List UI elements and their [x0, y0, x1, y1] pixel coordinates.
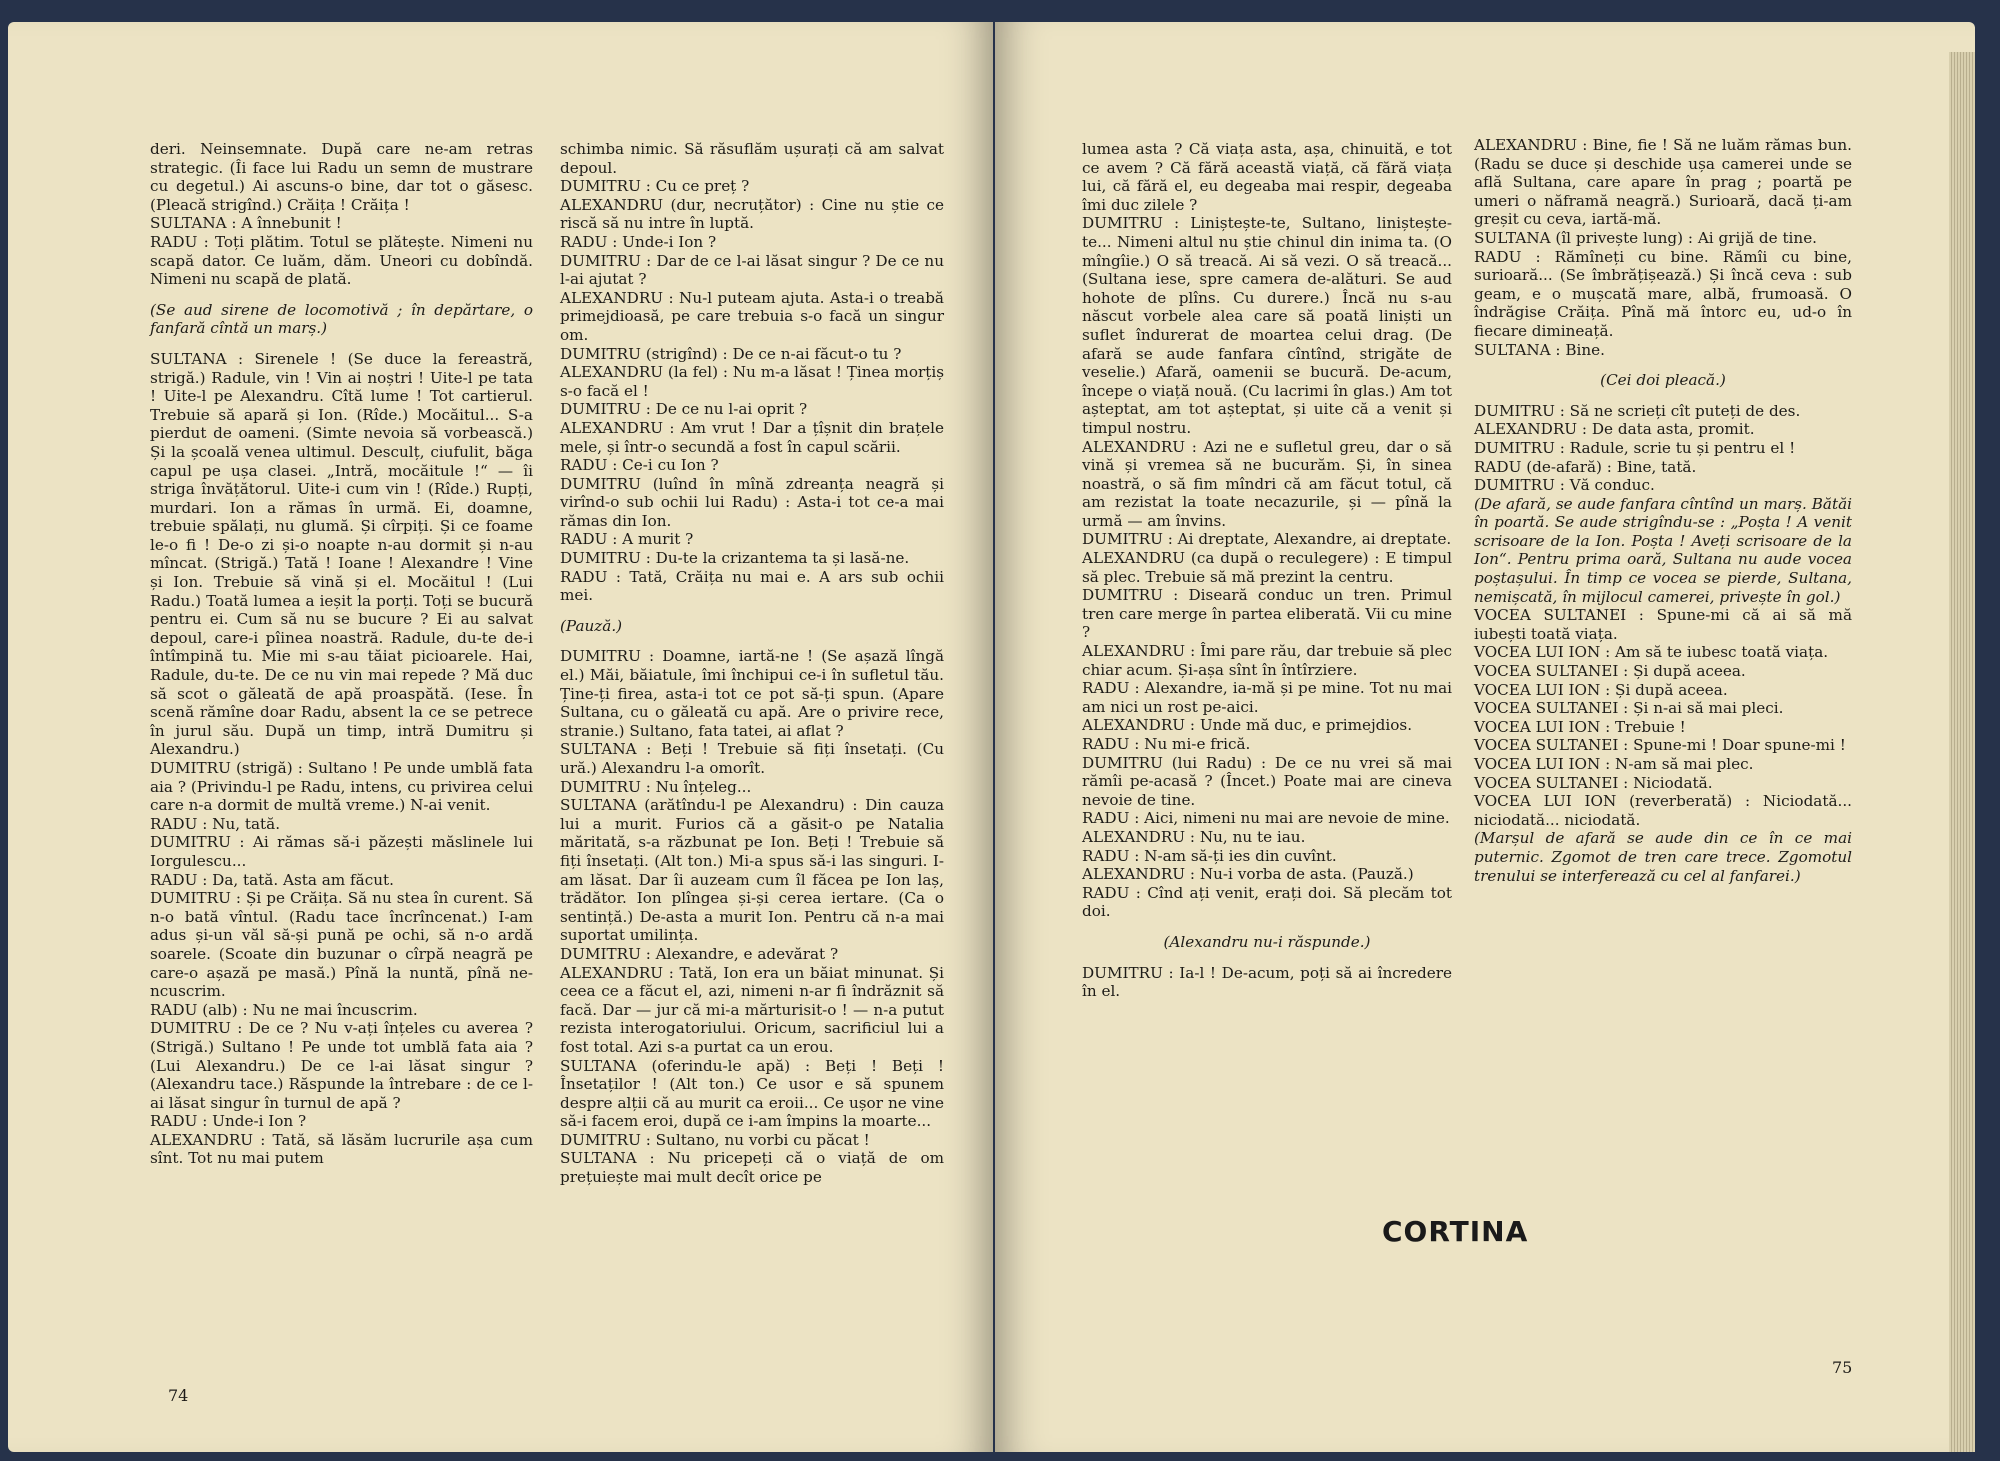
page-number: 75 [1832, 1358, 1853, 1377]
column-1 [150, 140, 533, 1168]
paragraph: DUMITRU : Diseară conduc un tren. Primul tren care merge în partea eliberată. Vii cu mine ? [1082, 586, 1452, 642]
stage-direction: (Pauză.) [560, 616, 623, 635]
paragraph: ALEXANDRU : Nu-l puteam ajuta. Asta-i o treabă primejdioasă, pe care trebuia s-o facă un singur om. [560, 288, 944, 344]
right-page [995, 22, 1975, 1452]
stage-direction: (Alexandru nu-i răspunde.) [1163, 932, 1371, 951]
paragraph: VOCEA SULTANEI : Și după aceea. [1474, 662, 1746, 681]
paragraph: DUMITRU : Dar de ce l-ai lăsat singur ? De ce nu l-ai ajutat ? [560, 251, 944, 289]
paragraph: RADU : Alexandre, ia-mă și pe mine. Tot nu mai am nici un rost pe-aici. [1082, 679, 1452, 716]
paragraph: ALEXANDRU (la fel) : Nu m-a lăsat ! Ținea morțiș s-o facă el ! [560, 363, 944, 400]
paragraph: RADU : Unde-i Ion ? [150, 1112, 307, 1131]
paragraph: VOCEA LUI ION (reverberată) : Niciodată... niciodată... niciodată. [1474, 792, 1852, 829]
paragraph: VOCEA SULTANEI : Și n-ai să mai pleci. [1474, 699, 1784, 718]
paragraph: ALEXANDRU (ca după o reculegere) : E timpul să plec. Trebuie să mă prezint la centru. [1082, 549, 1452, 586]
page-edges [1949, 52, 1975, 1452]
paragraph: ALEXANDRU : Azi ne e sufletul greu, dar o să vină și vremea să ne bucurăm. Și, în sinea noastră, o să fim mîndri că am făcut totul, că am rezistat la toate necazurile, și — pînă la urmă — am învins. [1082, 437, 1452, 530]
paragraph: DUMITRU (strigă) : Sultano ! Pe unde umblă fata aia ? (Privindu-l pe Radu, intens, cu privirea celui care n-a dormit de multă vreme.) N-ai venit. [150, 759, 533, 815]
paragraph: RADU : Nu, tată. [150, 814, 281, 833]
stage-direction: (Se aud sirene de locomotivă ; în depărtare, o fanfară cîntă un marș.) [150, 300, 533, 338]
paragraph: SULTANA : Nu pricepeți că o viață de om prețuiește mai mult decît orice pe [560, 1149, 944, 1187]
paragraph: DUMITRU : Vă conduc. [1474, 476, 1655, 495]
paragraph: SULTANA : Beți ! Trebuie să fiți însetați. (Cu ură.) Alexandru l-a omorît. [560, 740, 944, 777]
paragraph: RADU : Toți plătim. Totul se plătește. Nimeni nu scapă dator. Ce luăm, dăm. Uneori cu dobîndă. Nimeni nu scapă de plată. [150, 232, 533, 289]
paragraph: DUMITRU : Să ne scrieți cît puteți de des. [1474, 401, 1801, 420]
paragraph: ALEXANDRU : Am vrut ! Dar a țîșnit din brațele mele, și într-o secundă a fost în capul scării. [560, 418, 944, 456]
paragraph: DUMITRU : Ai dreptate, Alexandre, ai dreptate. [1082, 530, 1452, 549]
stage-direction: (De afară, se aude fanfara cîntînd un marș. Bătăi în poartă. Se aude strigîndu-se : „Poșta ! A venit scrisoare de la Ion. Poșta ! Aveți scrisoare de la Ion“. Pentru prima oară, Sultana nu aude vocea poștașului. În timp ce vocea se pierde, Sultana, nemișcată, în mijlocul camerei, privește în gol.) [1474, 494, 1852, 606]
paragraph: ALEXANDRU : Unde mă duc, e primejdios. [1082, 716, 1413, 735]
page-number: 74 [168, 1386, 189, 1405]
paragraph: DUMITRU : Și pe Crăița. Să nu stea în curent. Să n-o bată vîntul. (Radu tace încrîncenat.) I-am adus și-un văl să-și pună pe ochi, să n-o ardă soarele. (Scoate din buzunar o cîrpă neagră pe care-o așază pe masă.) Pînă la nuntă, pînă ne-ncuscrim. [150, 889, 533, 1001]
paragraph: DUMITRU : Ia-l ! De-acum, poți să ai încredere în el. [1082, 963, 1452, 1001]
paragraph: DUMITRU : Doamne, iartă-ne ! (Se așază lîngă el.) Măi, băiatule, îmi închipui ce-i în sufletul tău. Ține-ți firea, asta-i tot ce pot să-ți spun. (Apare Sultana, cu o găleată cu apă. Are o privire rece, stranie.) Sultano, fata tatei, ai aflat ? [560, 647, 944, 740]
paragraph: SULTANA : Sirenele ! (Se duce la fereastră, strigă.) Radule, vin ! Vin ai noștri ! Uite-l pe tata ! Uite-l pe Alexandru. Cîtă lume ! Tot cartierul. Trebuie să apară și Ion. (Rîde.) Mocăitul... S-a pierdut de oameni. (Simte nevoia să vorbească.) Și la școală venea ultimul. Desculț, ciufulit, băga capul pe ușa clasei. „Intră, mocăitule !“ — îi striga învățătorul. Uite-i cum vin ! (Rîde.) Rupți, murdari. Ion a rămas în urmă. Ei, doamne, trebuie spălați, nu glumă. Și cîrpiți. Și ce foame le-o fi ! De-o zi și-o noapte n-au dormit și n-au mîncat. (Strigă.) Tată ! Ioane ! Alexandre ! Vine și Ion. Trebuie să vină și el. Mocăitul ! (Lui Radu.) Toată lumea a ieșit la porți. Toți se bucură pentru ei. Cum să nu se bucure ? Ei au salvat depoul, care-i pîinea noastră. Radule, du-te de-i întîmpină tu. Mie mi s-au tăiat picioarele. Hai, Radule, du-te. De ce nu vin mai repede ? Mă duc să scot o găleată de apă proaspătă. (Iese. În scenă rămîne doar Radu, absent la ce se petrece în jurul său. După un timp, intră Dumitru și Alexandru.) [150, 349, 533, 759]
paragraph: SULTANA (îl privește lung) : Ai grijă de tine. [1474, 228, 1818, 247]
paragraph: VOCEA LUI ION : Trebuie ! [1474, 717, 1686, 736]
paragraph: ALEXANDRU : Tată, Ion era un băiat minunat. Și ceea ce a făcut el, azi, nimeni n-ar fi îndrăznit să facă. Dar — jur că mi-a mărturisit-o ! — n-a putut rezista interogatoriului. Oricum, sacrificiul lui a fost total. Azi s-a purtat ca un erou. [560, 963, 944, 1056]
paragraph: RADU : N-am să-ți ies din cuvînt. [1082, 846, 1337, 865]
paragraph: DUMITRU : Du-te la crizantema ta și lasă-ne. [560, 549, 910, 568]
paragraph: ALEXANDRU : Nu, nu te iau. [1082, 827, 1306, 846]
paragraph: RADU : Rămîneți cu bine. Rămîi cu bine, surioară... (Se îmbrățișează.) Și încă ceva : sub geam, e o mușcată mare, albă, frumoasă. O îndrăgise Crăița. Pînă mă întorc eu, ud-o în fiecare dimineață. [1474, 247, 1852, 340]
paragraph: lumea asta ? Că viața asta, așa, chinuită, e tot ce avem ? Că fără această viață, că fără viața lui, că fără el, eu degeaba mai respir, degeaba îmi duc zilele ? [1082, 140, 1452, 214]
paragraph: DUMITRU : Liniștește-te, Sultano, liniștește-te... Nimeni altul nu știe chinul din inima ta. (O mîngîie.) O să treacă. Ai să vezi. O să treacă... (Sultana iese, spre camera de-alături. Se aud hohote de plîns. Cu durere.) Încă nu s-au născut vorbele alea care să poată liniști un suflet îndurerat de moartea celui drag. (De afară se aude fanfara cîntînd, strigăte de veselie.) Afară, oamenii se bucură. De-acum, începe o viață nouă. (Cu lacrimi în glas.) Am tot așteptat, am tot așteptat, și uite că a venit și timpul nostru. [1082, 214, 1452, 437]
paragraph: DUMITRU : Nu înțeleg... [560, 777, 752, 796]
paragraph: RADU : Cînd ați venit, erați doi. Să plecăm tot doi. [1082, 883, 1452, 921]
paragraph: ALEXANDRU : Tată, să lăsăm lucrurile așa cum sînt. Tot nu mai putem [150, 1130, 533, 1168]
left-page [8, 22, 993, 1452]
paragraph: VOCEA SULTANEI : Spune-mi că ai să mă iubești toată viața. [1474, 606, 1852, 643]
paragraph: DUMITRU : Cu ce preț ? [560, 177, 750, 196]
paragraph: RADU (de-afară) : Bine, tată. [1474, 457, 1697, 476]
paragraph: RADU : Tată, Crăița nu mai e. A ars sub ochii mei. [560, 567, 944, 605]
paragraph: SULTANA (arătîndu-l pe Alexandru) : Din cauza lui a murit. Furios că a găsit-o pe Natalia măritată, s-a răzbunat pe Ion. Beți ! Trebuie să fiți însetați. (Alt ton.) Mi-a spus să-i las singuri. I-am lăsat. Dar îi auzeam cum îl făcea pe Ion laș, trădător. Ion plîngea și-și cerea iertare. (Ca o sentință.) De-asta a murit Ion. Pentru că n-a mai suportat umilința. [560, 796, 944, 945]
paragraph: ALEXANDRU : Îmi pare rău, dar trebuie să plec chiar acum. Și-așa sînt în întîrziere. [1082, 642, 1452, 679]
paragraph: DUMITRU : Alexandre, e adevărat ? [560, 944, 839, 963]
paragraph: RADU : A murit ? [560, 530, 694, 549]
paragraph: VOCEA LUI ION : Și după aceea. [1474, 680, 1728, 699]
paragraph: SULTANA : Bine. [1474, 340, 1605, 359]
paragraph: deri. Neinsemnate. După care ne-am retras strategic. (Îi face lui Radu un semn de mustrare cu degetul.) Ai ascuns-o bine, dar tot o găsesc. (Pleacă strigînd.) Crăița ! Crăița ! [150, 140, 533, 214]
paragraph: ALEXANDRU : De data asta, promit. [1474, 420, 1755, 439]
paragraph: ALEXANDRU : Nu-i vorba de asta. (Pauză.) [1082, 865, 1414, 884]
paragraph: DUMITRU : Ai rămas să-i păzești măslinele lui Iorgulescu... [150, 833, 533, 870]
paragraph: RADU : Unde-i Ion ? [560, 232, 717, 251]
paragraph: RADU : Da, tată. Asta am făcut. [150, 870, 394, 889]
paragraph: RADU : Ce-i cu Ion ? [560, 456, 719, 475]
paragraph: SULTANA : A înnebunit ! [150, 214, 342, 233]
paragraph: SULTANA (oferindu-le apă) : Beți ! Beți ! Însetaților ! (Alt ton.) Ce usor e să spunem despre alții că au murit ca eroii... Ce ușor ne vine să-i facem eroi, după ce i-am împins la moarte... [560, 1056, 944, 1131]
paragraph: DUMITRU (luînd în mînă zdreanța neagră și virînd-o sub ochii lui Radu) : Asta-i tot ce-a mai rămas din Ion. [560, 474, 944, 530]
paragraph: DUMITRU (strigînd) : De ce n-ai făcut-o tu ? [560, 344, 902, 363]
paragraph: RADU : Nu mi-e frică. [1082, 735, 1251, 753]
stage-direction: (Marșul de afară se aude din ce în ce mai puternic. Zgomot de tren care trece. Zgomotul trenului se interferează cu cel al fanfarei.) [1474, 829, 1852, 885]
paragraph: RADU : Aici, nimeni nu mai are nevoie de mine. [1082, 809, 1450, 828]
cortina-heading: CORTINA [1382, 1215, 1529, 1248]
paragraph: schimba nimic. Să răsuflăm ușurați că am salvat depoul. [560, 140, 944, 177]
paragraph: DUMITRU : De ce nu l-ai oprit ? [560, 400, 808, 419]
paragraph: DUMITRU : Radule, scrie tu și pentru el ! [1474, 438, 1796, 457]
paragraph: DUMITRU : Sultano, nu vorbi cu păcat ! [560, 1130, 870, 1149]
paragraph: VOCEA SULTANEI : Niciodată. [1474, 773, 1713, 792]
paragraph: VOCEA SULTANEI : Spune-mi ! Doar spune-mi ! [1474, 736, 1846, 755]
column-3 [1082, 140, 1452, 1001]
paragraph: DUMITRU (lui Radu) : De ce nu vrei să mai rămîi pe-acasă ? (Încet.) Poate mai are cineva nevoie de tine. [1082, 753, 1452, 809]
paragraph: RADU (alb) : Nu ne mai încuscrim. [150, 1000, 418, 1019]
paragraph: VOCEA LUI ION : N-am să mai plec. [1474, 755, 1754, 773]
paragraph: ALEXANDRU : Bine, fie ! Să ne luăm rămas bun. (Radu se duce și deschide ușa camerei unde se află Sultana, care apare în prag ; poartă pe umeri o năframă neagră.) Surioară, dacă ți-am greșit cu ceva, iartă-mă. [1474, 136, 1852, 229]
paragraph: ALEXANDRU (dur, necruțător) : Cine nu știe ce riscă să nu intre în luptă. [560, 195, 944, 233]
column-4 [1474, 136, 1852, 885]
column-2 [560, 140, 944, 1187]
stage-direction: (Cei doi pleacă.) [1600, 371, 1726, 390]
paragraph: VOCEA LUI ION : Am să te iubesc toată viața. [1474, 643, 1829, 662]
paragraph: DUMITRU : De ce ? Nu v-ați înțeles cu averea ? (Strigă.) Sultano ! Pe unde tot umblă fata aia ? (Lui Alexandru.) De ce l-ai lăsat singur ? (Alexandru tace.) Răspunde la întrebare : de ce l-ai lăsat singur în turnul de apă ? [150, 1019, 533, 1112]
